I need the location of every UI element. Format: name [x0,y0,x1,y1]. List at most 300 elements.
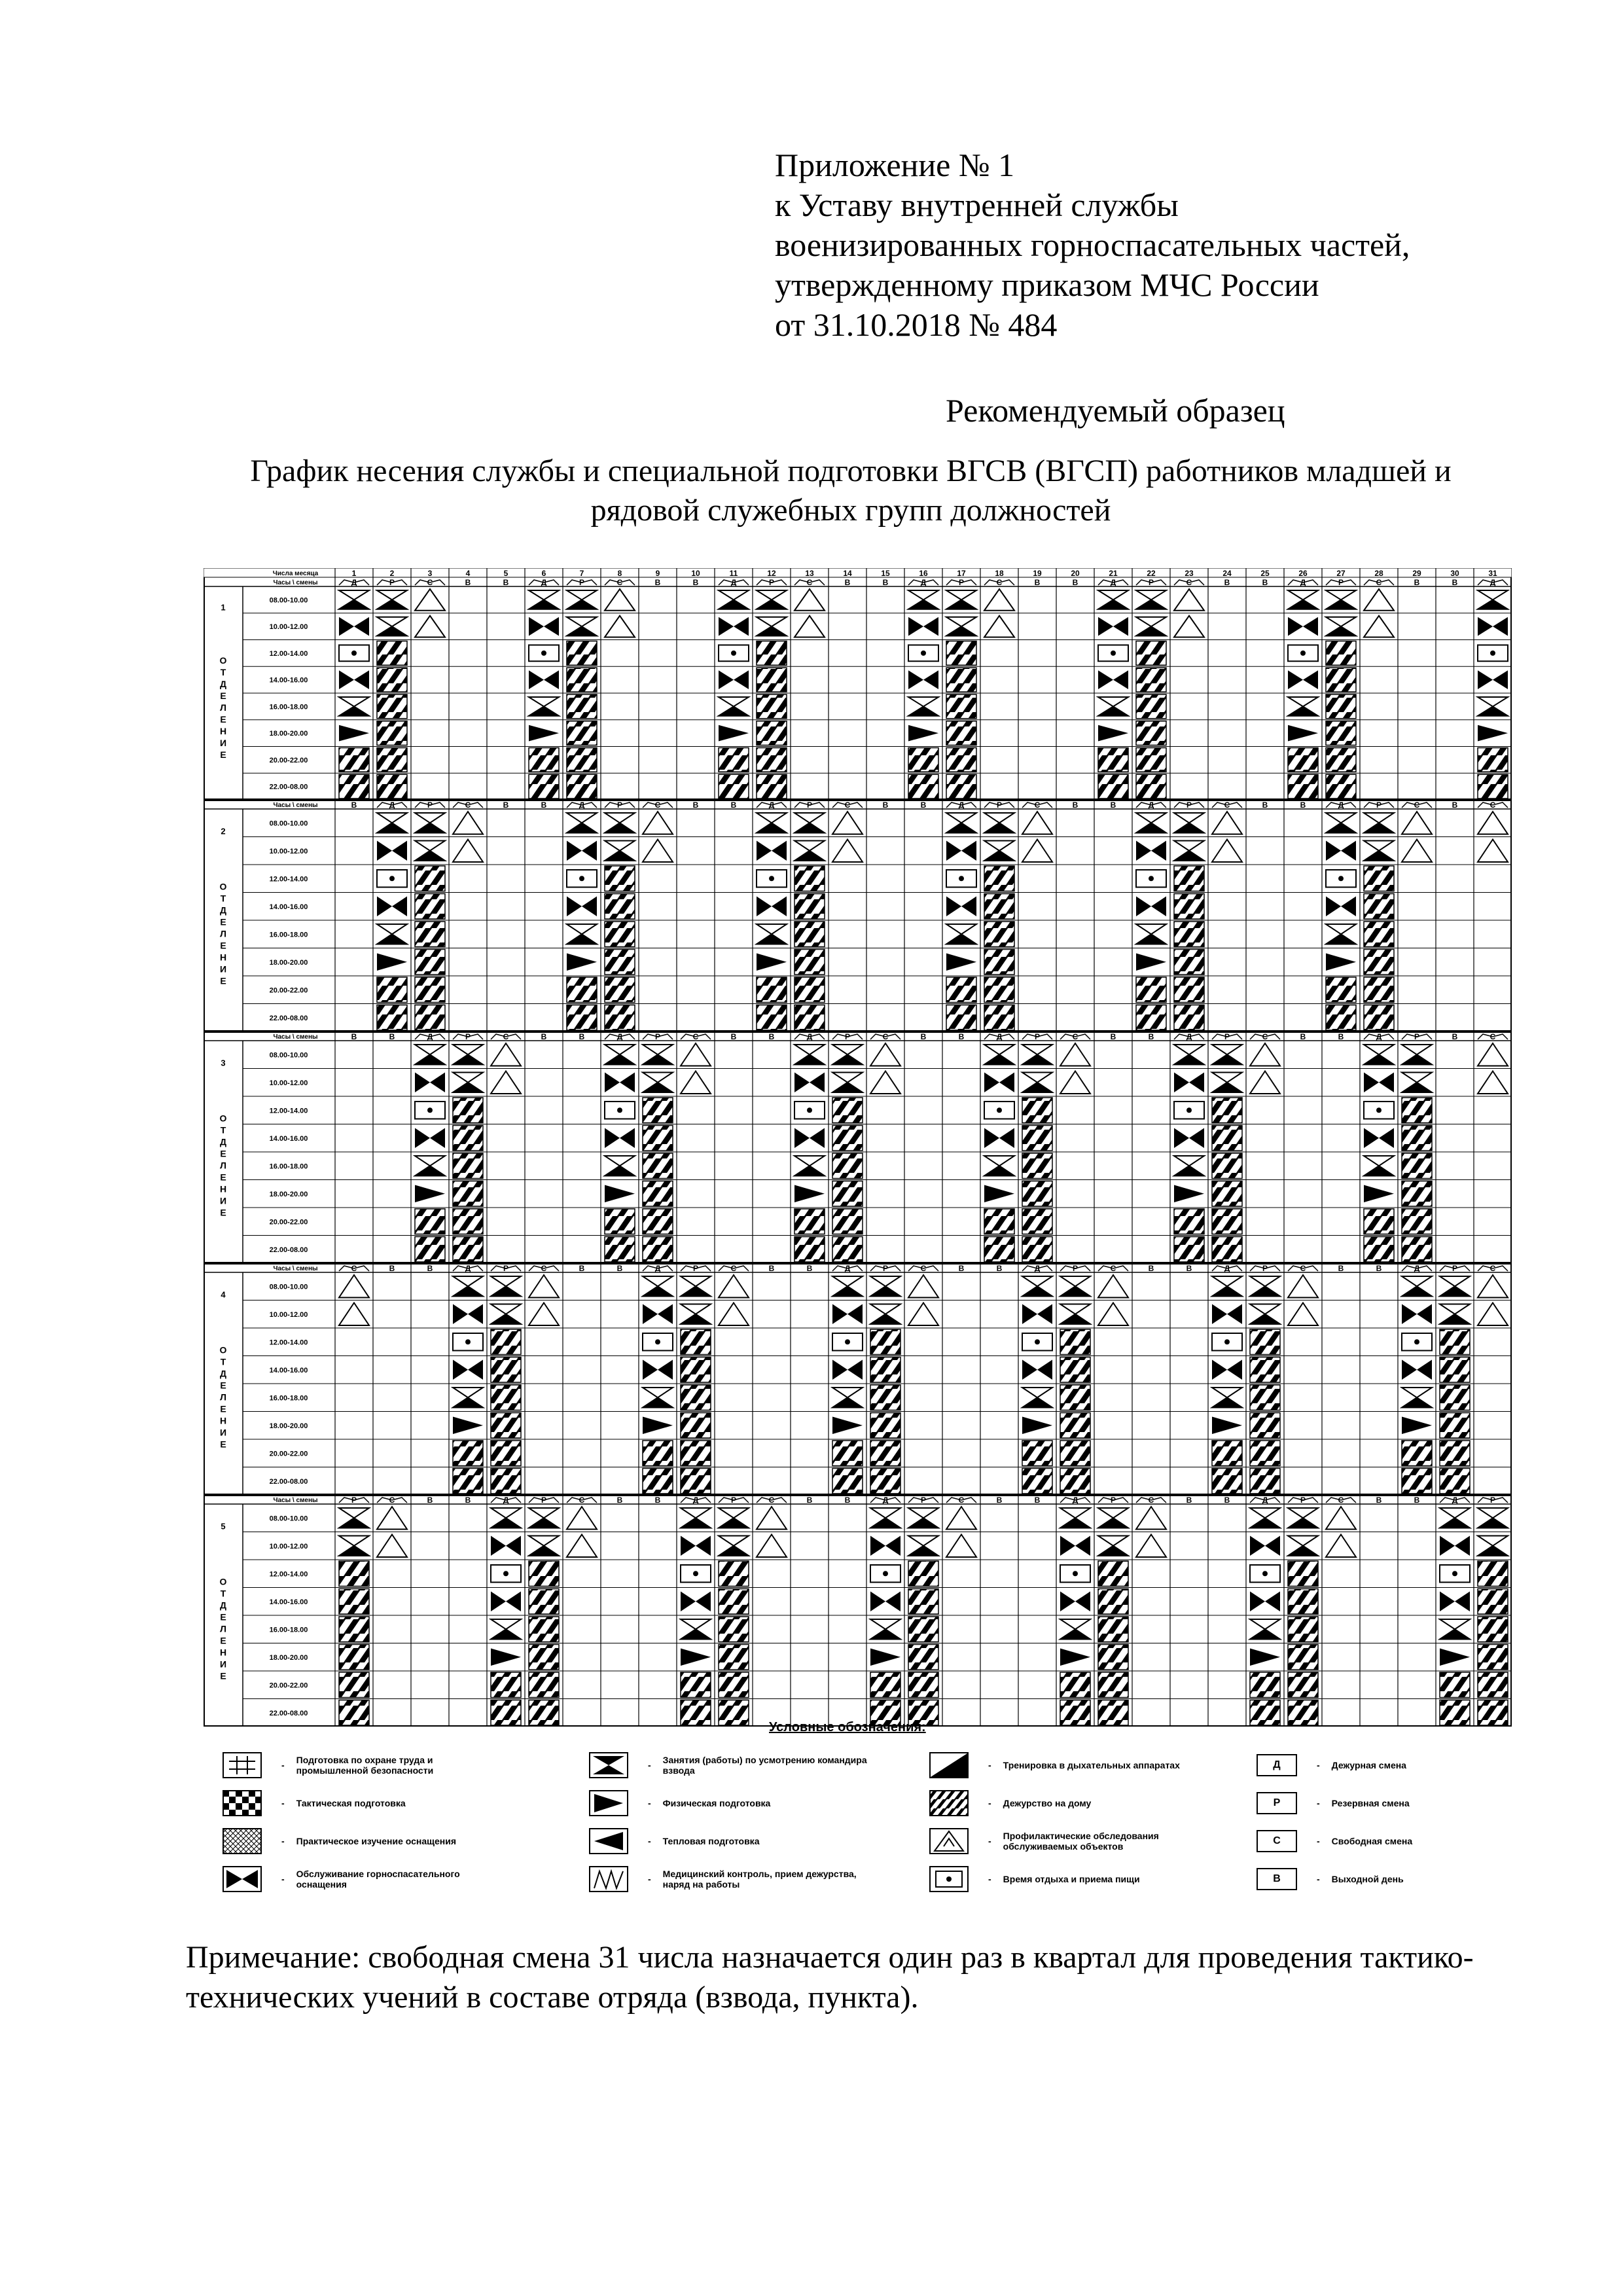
hourglass-fill [1174,823,1204,833]
home-duty-symbol [1326,641,1356,666]
labor-safety-icon [223,1752,262,1778]
home-duty-symbol [491,1329,521,1355]
day-number: 7 [579,569,584,578]
home-duty-symbol [681,1357,711,1383]
tactical-icon [223,1790,262,1816]
bowtie-symbol [491,1536,521,1556]
hourglass-fill [1250,1286,1280,1296]
hourglass-fill [377,600,407,609]
shift-letter: С [1489,1264,1496,1273]
home-duty-symbol [643,1441,673,1466]
home-duty-symbol [984,1005,1014,1031]
physical-symbol [832,1417,863,1435]
shift-letter: Д [1072,1496,1079,1505]
hour-label: 22.00-08.00 [269,1709,308,1717]
hourglass-fill [1098,706,1128,715]
shift-letter: Р [844,1032,851,1041]
physical-symbol [1364,1185,1394,1203]
days-header-row [204,568,1512,577]
home-duty-symbol [377,668,407,692]
inspection-symbol [339,1303,369,1326]
shift-letter: В [1376,1264,1382,1273]
home-duty-symbol [908,1589,938,1615]
hourglass-fill [794,823,825,833]
physical-symbol [605,1185,635,1203]
legend-item [1257,1863,1541,1895]
home-duty-symbol [870,1413,901,1439]
physical-symbol [1098,725,1128,742]
day-number: 21 [1109,569,1118,578]
shift-letter: Р [958,578,965,587]
rest-dot [579,876,584,881]
home-duty-symbol [794,1209,825,1234]
home-duty-symbol [1364,894,1394,920]
legend-dash: - [281,1760,285,1770]
shifts-corner-label: Часы \ смены [273,1497,318,1504]
home-duty-symbol [605,1005,635,1031]
home-duty-symbol [605,1209,635,1234]
shift-letter: С [692,1032,699,1041]
shift-letter: Д [1148,800,1154,810]
inspection-symbol [377,1535,407,1558]
department-letter: Н [219,1183,227,1194]
hourglass-fill [1174,1054,1204,1064]
bowtie-symbol [832,1304,863,1325]
hourglass-fill [946,600,976,609]
shift-letter: Д [882,1496,889,1505]
shift-letter: Д [351,578,357,587]
department-letter: Л [220,702,226,713]
hourglass-fill [832,1054,863,1064]
inspection-symbol [870,1043,901,1066]
hourglass-fill [529,1518,559,1528]
home-duty-symbol [1174,1209,1204,1234]
legend-dash: - [988,1798,991,1808]
home-duty-symbol [984,1237,1014,1263]
legend-text: Свободная смена [1331,1836,1413,1846]
home-duty-symbol [1136,748,1166,772]
department-letter: Е [220,1635,226,1646]
shift-letter: В [1034,1496,1041,1505]
shift-letter: Д [1489,578,1496,587]
shift-letter: В [882,800,889,810]
shift-letter: В [806,1496,813,1505]
home-duty-symbol [1174,950,1204,975]
bowtie-symbol [1060,1536,1090,1556]
home-duty-symbol [832,1098,863,1123]
home-duty-symbol [643,1153,673,1179]
shift-letter: В [1262,800,1268,810]
department-block [204,1031,1512,1263]
rest-dot [807,1107,812,1113]
home-duty-symbol [1098,1561,1128,1587]
hourglass-fill [1478,1518,1508,1528]
home-duty-symbol [1326,694,1356,719]
bowtie-symbol [1174,1128,1204,1149]
department-block [204,568,1512,800]
day-number: 30 [1450,569,1459,578]
day-number: 2 [389,569,395,578]
home-duty-symbol [529,1617,559,1642]
physical-symbol [1402,1417,1432,1435]
hourglass-fill [453,1083,483,1092]
home-duty-symbol [1022,1098,1052,1123]
hourglass-fill [643,1054,673,1064]
shift-letter: Р [1452,1264,1458,1273]
bowtie-symbol [1364,1128,1394,1149]
home-duty-symbol [946,694,976,719]
home-duty-symbol [984,1209,1014,1234]
hourglass-fill [1402,1286,1432,1296]
home-duty-symbol [605,866,635,891]
physical-symbol [643,1417,673,1435]
shift-letter: Р [1376,800,1382,810]
home-duty-symbol [1288,1589,1318,1615]
rest-dot [617,1107,622,1113]
home-duty-symbol [1174,894,1204,920]
home-duty-symbol [1440,1700,1470,1726]
department-letter: Д [220,905,226,916]
hourglass-fill [832,1397,863,1407]
home-duty-symbol [1440,1672,1470,1698]
legend-dash: - [648,1760,651,1770]
shift-letter: Р [351,1496,357,1505]
bowtie-symbol [681,1592,711,1612]
home-duty-symbol [453,1181,483,1207]
department-letter: Д [220,679,226,690]
rest-dot [1262,1571,1268,1576]
shift-letter: Р [1414,1032,1420,1041]
shift-letter: Д [958,800,965,810]
hourglass-fill [794,851,825,861]
hourglass-fill [1402,1054,1432,1064]
hourglass-fill [453,1054,483,1064]
hourglass-fill [1098,600,1128,609]
home-duty-symbol [794,894,825,920]
hourglass-fill [832,1286,863,1296]
home-duty-symbol [1364,950,1394,975]
home-duty-symbol [529,1672,559,1698]
department-letter: Е [220,940,226,951]
legend-text: Подготовка по охране труда и промышленной безопасности [296,1755,434,1776]
hourglass-fill [757,626,787,636]
hourglass-fill [719,1546,749,1556]
hour-label: 14.00-16.00 [269,1366,308,1374]
home-duty-symbol [1022,1126,1052,1151]
hour-label: 18.00-20.00 [269,1190,308,1198]
home-duty-symbol [1478,748,1508,772]
shift-letter: В [844,1496,851,1505]
inspection-symbol [453,840,483,863]
department-letter: Е [220,691,226,702]
home-duty-symbol [757,1005,787,1031]
shift-letter: Р [579,578,585,587]
department-letter: Е [220,975,226,986]
shift-letter: В [692,578,699,587]
shift-letter: Д [844,1264,851,1273]
department-number: 3 [221,1058,226,1068]
department-letter: Д [220,1136,226,1147]
inspection-symbol [1478,840,1508,863]
legend-text: Тепловая подготовка [662,1836,760,1846]
shift-letter: В [844,578,851,587]
rest-dot [1073,1571,1078,1576]
shift-letter: Д [920,578,927,587]
home-duty-symbol [1440,1357,1470,1383]
home-duty-symbol [1326,1005,1356,1031]
department-letter: Е [220,916,226,927]
hourglass-fill [757,934,787,944]
home-duty-symbol [567,1005,597,1031]
home-duty-symbol [1440,1441,1470,1466]
hourglass-fill [719,600,749,609]
hourglass-fill [1288,1546,1318,1556]
hourglass-fill [491,1286,521,1296]
home-duty-symbol [643,1126,673,1151]
home-duty-symbol [1250,1413,1280,1439]
hour-label: 12.00-14.00 [269,875,308,884]
rest-dot [655,1339,660,1344]
hourglass-fill [1288,600,1318,609]
shift-letter: В [768,1032,775,1041]
home-duty-symbol [1098,1672,1128,1698]
department-letter: Е [220,1207,226,1218]
bowtie-symbol [984,1128,1014,1149]
hourglass-fill [1060,1286,1090,1296]
shift-letter: В [1072,578,1079,587]
home-duty-symbol [453,1441,483,1466]
home-duty-symbol [757,668,787,692]
equipment-service-icon [223,1866,262,1892]
home-duty-symbol [1212,1126,1242,1151]
shift-letter: С [1110,1264,1116,1273]
bowtie-symbol [453,1304,483,1325]
home-duty-symbol [1440,1413,1470,1439]
home-duty-symbol [794,866,825,891]
department-letter: Т [220,1588,226,1599]
day-number: 17 [957,569,966,578]
home-duty-symbol [1136,721,1166,745]
shift-letter: Д [730,578,737,587]
rest-dot [845,1339,850,1344]
home-duty-symbol [1402,1126,1432,1151]
hourglass-fill [1022,1083,1052,1092]
hourglass-fill [1174,851,1204,861]
shift-letter: В [996,1264,1003,1273]
home-duty-symbol [1478,1561,1508,1587]
hour-label: 22.00-08.00 [269,1477,308,1486]
day-number: 10 [691,569,700,578]
legend-dash: - [1317,1798,1320,1808]
physical-symbol [681,1649,711,1666]
home-duty-symbol [339,1645,369,1670]
home-duty-symbol [1060,1413,1090,1439]
home-duty-symbol [1250,1357,1280,1383]
home-duty-symbol [453,1209,483,1234]
legend-dash: - [988,1836,991,1846]
shift-letter: Д [996,1032,1003,1041]
shift-letter: В [427,1496,433,1505]
department-letter: Д [220,1600,226,1611]
home-duty-symbol [1288,1561,1318,1587]
shift-letter-icon: В [1257,1868,1297,1890]
home-duty-symbol [1022,1441,1052,1466]
legend [223,1749,1505,1906]
department-letter: Е [220,714,226,725]
bowtie-symbol [377,897,407,917]
inspection-symbol [1136,1535,1166,1558]
shift-letter: В [1376,1496,1382,1505]
home-duty-symbol [567,748,597,772]
home-duty-symbol [1212,1237,1242,1263]
home-duty-symbol [719,748,749,772]
home-duty-symbol [1364,1237,1394,1263]
shift-letter: С [503,1032,509,1041]
home-duty-symbol [946,1005,976,1031]
department-letter: Е [220,1172,226,1183]
shift-letter: Р [1338,578,1344,587]
shift-letter: Д [1300,578,1306,587]
hourglass-fill [1478,706,1508,715]
hourglass-fill [1402,1083,1432,1092]
hourglass-fill [643,1286,673,1296]
shift-letter: В [579,1032,585,1041]
bowtie-symbol [719,617,749,636]
home-duty-symbol [1402,1153,1432,1179]
home-duty-symbol [1060,1329,1090,1355]
physical-symbol [908,725,938,742]
bowtie-symbol [339,617,369,636]
hourglass-fill [1212,1054,1242,1064]
home-duty-symbol [719,1700,749,1726]
bowtie-symbol [908,617,938,636]
bowtie-symbol [1212,1360,1242,1380]
legend-item [223,1863,506,1895]
hourglass-fill [1022,1397,1052,1407]
inspection-symbol [1174,589,1204,611]
legend-dash: - [1317,1760,1320,1770]
physical-symbol [1212,1417,1242,1435]
legend-dash: - [648,1874,651,1884]
bowtie-symbol [1402,1360,1432,1380]
home-duty-symbol [1022,1181,1052,1207]
home-duty-symbol [908,1672,938,1698]
home-duty-symbol [1212,1469,1242,1494]
hourglass-fill [1478,600,1508,609]
shift-letter: С [996,578,1003,587]
hourglass-fill [984,1054,1014,1064]
rest-dot [883,1571,888,1576]
shift-letter: С [882,1032,889,1041]
day-number: 31 [1488,569,1497,578]
day-number: 23 [1185,569,1194,578]
home-duty-symbol [605,922,635,947]
legend-text: Тактическая подготовка [296,1798,406,1808]
day-number: 27 [1336,569,1346,578]
department-letter: Л [220,1391,226,1403]
hourglass-fill [1288,1518,1318,1528]
shift-letter: Р [920,1496,927,1505]
rest-dot [1414,1339,1419,1344]
hourglass-fill [984,851,1014,861]
physical-symbol [529,725,559,742]
inspection-symbol [415,616,445,637]
department-letter: Н [219,952,227,963]
shift-letter: В [882,578,889,587]
home-duty-symbol [377,694,407,719]
shift-letter: Д [1224,1264,1230,1273]
bowtie-symbol [529,617,559,636]
inspection-symbol [1022,812,1052,834]
home-duty-symbol [491,1441,521,1466]
hourglass-fill [870,1286,901,1296]
hourglass-fill [529,1546,559,1556]
inspection-symbol [1212,840,1242,863]
legend-item [223,1749,506,1782]
shift-letter: В [465,578,471,587]
header-line: Приложение № 1 [775,147,1015,183]
home-duty-symbol [1060,1385,1090,1410]
bowtie-symbol [870,1592,901,1612]
rest-dot [1224,1339,1230,1344]
hourglass-fill [719,706,749,715]
day-number: 16 [919,569,928,578]
bowtie-symbol [377,841,407,861]
inspection-symbol [567,1507,597,1530]
home-duty-symbol [1326,977,1356,1003]
department-letter: Е [220,749,226,761]
home-duty-symbol [719,1672,749,1698]
shift-letter: Р [1148,578,1154,587]
home-duty-symbol [1212,1441,1242,1466]
inspection-symbol [1478,1303,1508,1326]
hourglass-fill [757,823,787,833]
day-number: 12 [767,569,776,578]
inspection-symbol [1364,589,1394,611]
home-duty-symbol [529,774,559,798]
inspection-symbol [1136,1507,1166,1530]
shift-letter: В [1452,578,1458,587]
department-letter: И [219,1195,227,1206]
hourglass-fill [567,626,597,636]
bowtie-symbol [794,1073,825,1093]
home-duty-symbol [1136,694,1166,719]
home-duty-symbol [1212,1181,1242,1207]
home-duty-symbol [567,774,597,798]
physical-symbol [1060,1649,1090,1666]
legend-dash: - [648,1836,651,1846]
home-duty-symbol [757,641,787,666]
home-duty-symbol [984,894,1014,920]
hour-label: 10.00-12.00 [269,847,308,855]
hourglass-fill [1326,934,1356,944]
shift-letter: В [1148,1264,1154,1273]
day-number: 6 [541,569,546,578]
hour-label: 16.00-18.00 [269,931,308,939]
legend-item [223,1787,506,1820]
inspection-symbol [491,1043,521,1066]
shift-letter: Д [1452,1496,1458,1505]
shift-letter: В [1300,800,1306,810]
shift-letter: С [1186,578,1192,587]
hourglass-fill [1250,1629,1280,1639]
shifts-corner-label: Часы \ смены [273,579,318,586]
bowtie-symbol [946,841,976,861]
rest-dot [389,876,395,881]
inspection-symbol [1174,616,1204,637]
bowtie-symbol [794,1128,825,1149]
rest-dot [351,651,357,656]
